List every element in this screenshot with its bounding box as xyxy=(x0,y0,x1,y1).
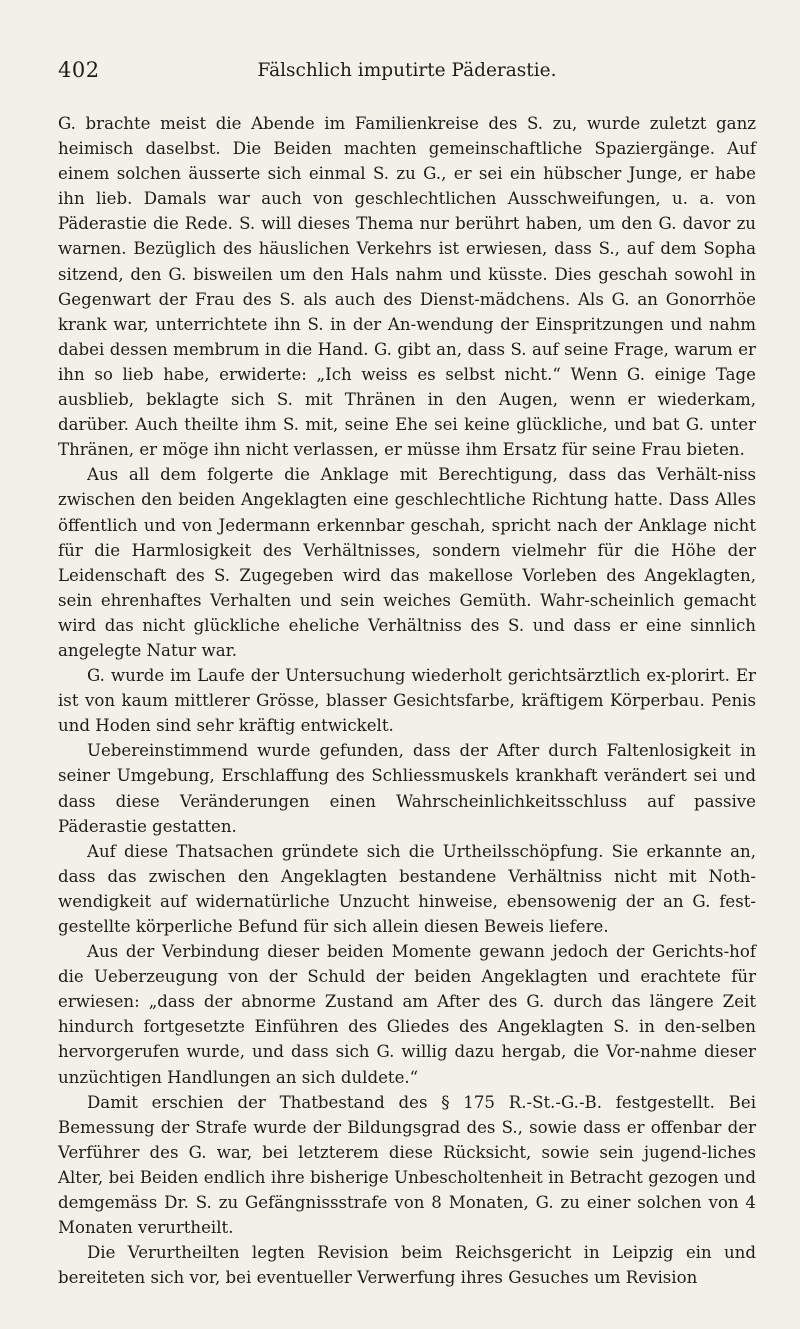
paragraph: Die Verurtheilten legten Revision beim Reichsgericht in Leipzig ein und bereiteten sich vor, bei eventueller Verwerfung ihres Gesuches um Revision xyxy=(58,1243,756,1288)
paragraph: Auf diese Thatsachen gründete sich die Urtheilsschöpfung. Sie erkannte an, dass das zwischen den Angeklagten bestandene Verhältniss nicht mit Noth-wendigkeit auf widernatürliche Unzucht hinweise, ebensowenig der an G. fest-gestellte körperliche Befund für sich allein diesen Beweis liefere. xyxy=(58,841,756,936)
page-number: 402 xyxy=(58,58,100,82)
paragraph: Uebereinstimmend wurde gefunden, dass der After durch Faltenlosigkeit in seiner Umgebung, Erschlaffung des Schliessmuskels krankhaft verändert sei und dass diese Veränderungen einen Wahrscheinlichkeitsschluss auf passive Päderastie gestatten. xyxy=(58,741,756,836)
paragraph: Aus der Verbindung dieser beiden Momente gewann jedoch der Gerichts-hof die Ueberzeugung von der Schuld der beiden Angeklagten und erachtete für erwiesen: „dass der abnorme Zustand am After des G. durch das längere Zeit hindurch fortgesetzte Einführen des Gliedes des Angeklagten S. in den-selben hervorgerufen wurde, und dass sich G. willig dazu hergab, die Vor-nahme dieser unzüchtigen Handlungen an sich duldete.“ xyxy=(58,942,756,1087)
page-header xyxy=(58,58,756,88)
body-text xyxy=(58,111,756,1290)
paragraph: G. wurde im Laufe der Untersuchung wiederholt gerichtsärztlich ex-plorirt. Er ist von kaum mittlerer Grösse, blasser Gesichtsfarbe, kräftigem Körperbau. Penis und Hoden sind sehr kräftig entwickelt. xyxy=(58,666,756,736)
running-title: Fälschlich imputirte Päderastie. xyxy=(257,60,557,81)
paragraph: Aus all dem folgerte die Anklage mit Berechtigung, dass das Verhält-niss zwischen den beiden Angeklagten eine geschlechtliche Richtung hatte. Dass Alles öffentlich und von Jedermann erkennbar geschah, spricht nach der Anklage nicht für die Harmlosigkeit des Verhältnisses, sondern vielmehr für die Höhe der Leidenschaft des S. Zugegeben wird das makellose Vorleben des Angeklagten, sein ehrenhaftes Verhalten und sein weiches Gemüth. Wahr-scheinlich gemacht wird das nicht glückliche eheliche Verhältniss des S. und dass er eine sinnlich angelegte Natur war. xyxy=(58,465,756,660)
paragraph: Damit erschien der Thatbestand des § 175 R.-St.-G.-B. festgestellt. Bei Bemessung der Strafe wurde der Bildungsgrad des S., sowie dass er offenbar der Verführer des G. war, bei letzterem diese Rücksicht, sowie sein jugend-liches Alter, bei Beiden endlich ihre bisherige Unbescholtenheit in Betracht gezogen und demgemäss Dr. S. zu Gefängnissstrafe von 8 Monaten, G. zu einer solchen von 4 Monaten verurtheilt. xyxy=(58,1092,756,1238)
paragraph: G. brachte meist die Abende im Familienkreise des S. zu, wurde zuletzt ganz heimisch daselbst. Die Beiden machten gemeinschaftliche Spaziergänge. Auf einem solchen äusserte sich einmal S. zu G., er sei ein hübscher Junge, er habe ihn lieb. Damals war auch von geschlechtlichen Ausschweifungen, u. a. von Päderastie die Rede. S. will dieses Thema nur berührt haben, um den G. davor zu warnen. Bezüglich des häuslichen Verkehrs ist erwiesen, dass S., auf dem Sopha sitzend, den G. bisweilen um den Hals nahm und küsste. Dies geschah sowohl in Gegenwart der Frau des S. als auch des Dienst-mädchens. Als G. an Gonorrhöe krank war, unterrichtete ihn S. in der An-wendung der Einspritzungen und nahm dabei dessen membrum in die Hand. G. gibt an, dass S. auf seine Frage, warum er ihn so lieb habe, erwiderte: „Ich weiss es selbst nicht.“ Wenn G. einige Tage ausblieb, beklagte sich S. mit Thränen in den Augen, wenn er wiederkam, darüber. Auch theilte ihm S. mit, seine Ehe sei keine glückliche, und bat G. unter Thränen, er möge ihn nicht verlassen, er müsse ihm Ersatz für seine Frau bieten. xyxy=(58,114,756,460)
